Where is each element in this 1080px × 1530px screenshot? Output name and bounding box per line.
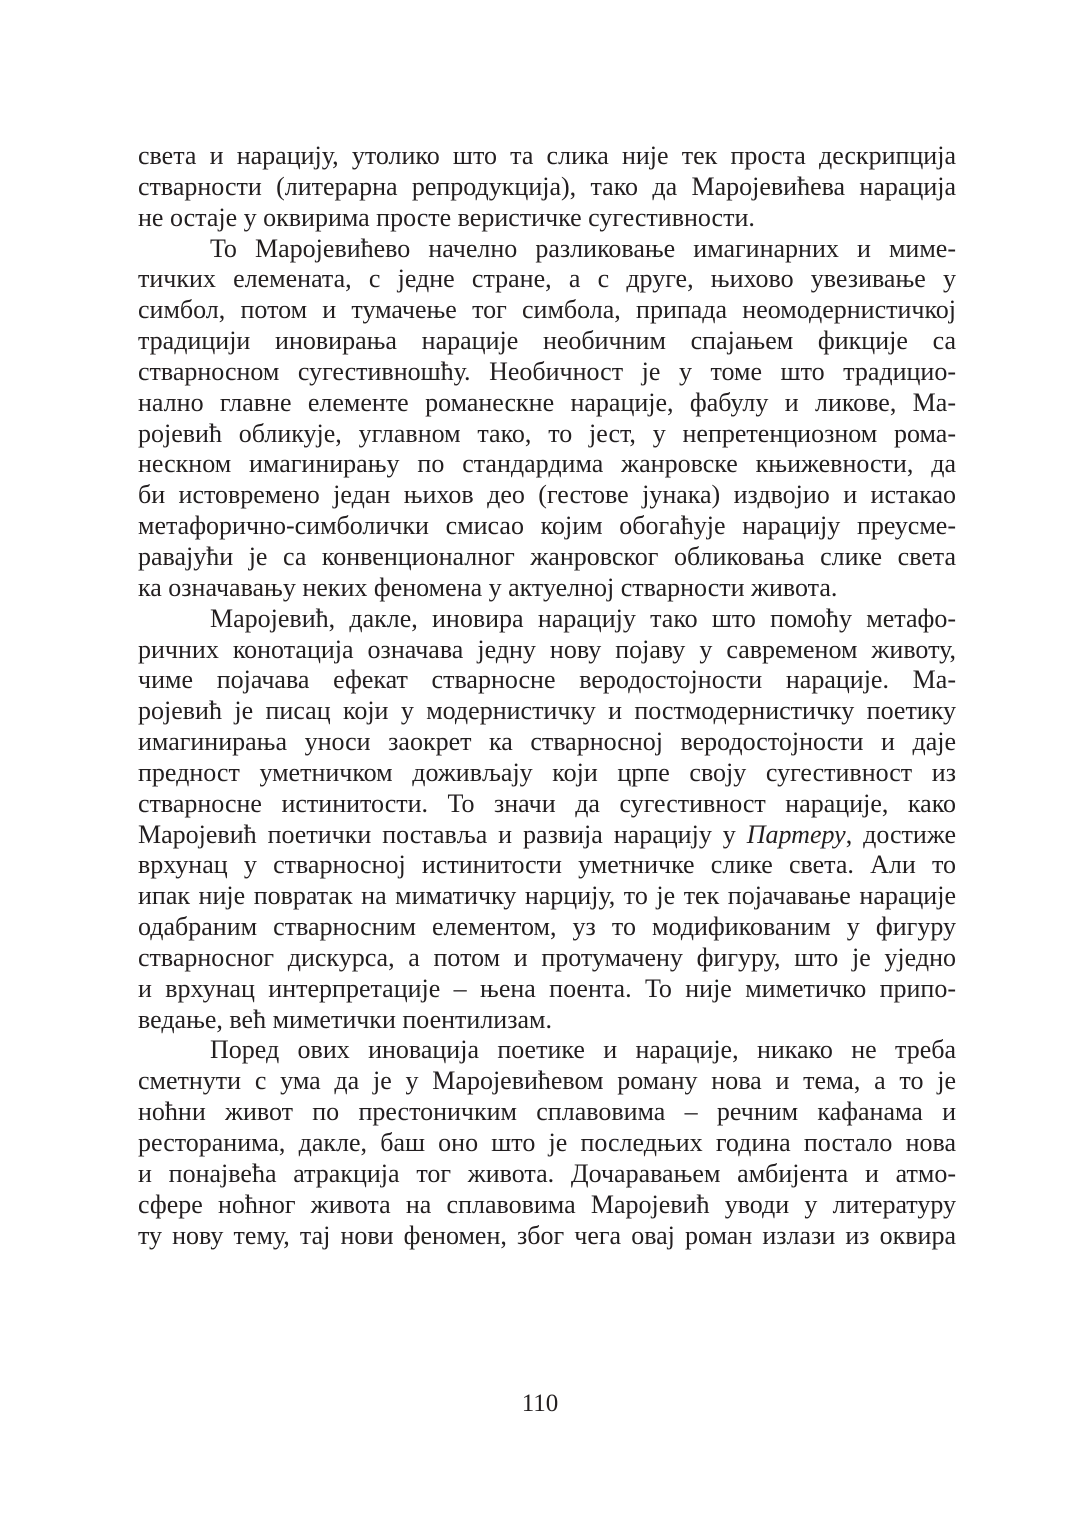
text-segment: сфере ноћног живота на сплавовима Маројевић уводи у литературу <box>138 1189 956 1219</box>
text-line <box>138 1097 956 1128</box>
text-segment: ројевић је писац који у модернистичку и постмодернистичку поетику <box>138 696 956 726</box>
text-segment: Маројевић, дакле, иновира нарацију тако што помоћу метафо- <box>210 603 956 633</box>
text-line <box>138 511 956 542</box>
text-line <box>138 974 956 1005</box>
text-line <box>138 943 956 974</box>
text-segment: стварносном сугестивношћу. Необичност је у томе што традицио- <box>138 356 956 386</box>
text-line <box>138 480 956 511</box>
text-line <box>138 665 956 696</box>
text-line <box>138 758 956 789</box>
text-segment: стварности (литерарна репродукција), тако да Маројевићева нарација <box>138 171 956 201</box>
text-line <box>138 573 956 604</box>
text-line <box>138 264 956 295</box>
body-text <box>138 141 956 1251</box>
text-line <box>138 727 956 758</box>
text-segment: традицији иновирања нарације необичним спајањем фикције са <box>138 326 956 356</box>
text-segment: ту нову тему, тај нови феномен, због чега овај роман излази из оквира <box>138 1220 956 1250</box>
text-line <box>138 604 956 635</box>
text-line <box>138 1035 956 1066</box>
paragraph <box>138 1035 956 1251</box>
text-segment: и врхунац интерпретације – њена поента. То није миметичко припо- <box>138 973 956 1003</box>
text-line <box>138 172 956 203</box>
text-segment: ричних конотација означава једну нову појаву у савременом животу, <box>138 634 956 664</box>
text-line <box>138 912 956 943</box>
text-segment: и понајвећа атракција тог живота. Дочаравањем амбијента и атмо- <box>138 1158 956 1188</box>
text-line <box>138 635 956 666</box>
text-segment: ка означавању неких феномена у актуелној стварности живота. <box>138 572 838 602</box>
text-line <box>138 326 956 357</box>
text-segment: предност уметничком доживљају који црпе своју сугестивност из <box>138 757 956 787</box>
text-segment: врхунац у стварносној истинитости уметничке слике света. Али то <box>138 850 956 880</box>
text-line <box>138 1005 956 1036</box>
text-line <box>138 388 956 419</box>
text-segment: симбол, потом и тумачење тог симбола, припада неомодернистичкој <box>138 295 956 325</box>
text-segment: нално главне елементе романескне нарације, фабулу и ликове, Ма- <box>138 387 956 417</box>
text-segment: тичких елемената, с једне стране, а с друге, њихово увезивање у <box>138 264 956 294</box>
text-segment: имагинирања уноси заокрет ка стварносној веродостојности и даје <box>138 727 956 757</box>
text-line <box>138 1190 956 1221</box>
text-segment: одабраним стварносним елементом, уз то модификованим у фигуру <box>138 912 956 942</box>
text-segment: Маројевић поетички поставља и развија нарацију у <box>138 819 747 849</box>
text-segment: Поред ових иновација поетике и нарације, никако не треба <box>210 1035 956 1065</box>
text-segment: ресторанима, дакле, баш оно што је последњих година постало нова <box>138 1128 956 1157</box>
text-segment: метафорично-симболички смисао којим обогаћује нарацију преусме- <box>138 511 956 541</box>
paragraph <box>138 141 956 234</box>
text-segment: би истовремено један њихов део (гестове јунака) издвојио и истакао <box>138 480 956 510</box>
text-segment: ројевић обликује, углавном тако, то јест, у непретенциозном рома- <box>138 418 956 448</box>
text-line <box>138 1128 956 1159</box>
paragraph <box>138 604 956 1036</box>
text-line <box>138 295 956 326</box>
text-line <box>138 141 956 172</box>
text-segment: ведање, већ миметички поентилизам. <box>138 1004 552 1034</box>
text-line <box>138 542 956 573</box>
text-segment: То Маројевићево начелно разликовање имагинарних и миме- <box>210 233 956 263</box>
page-number: 110 <box>521 1390 559 1417</box>
text-line <box>138 449 956 480</box>
text-line <box>138 203 956 234</box>
text-line <box>138 789 956 820</box>
italic-title-reference: Партеру <box>746 819 846 849</box>
text-segment: света и нарацију, утолико што та слика није тек проста дескрипција <box>138 141 956 170</box>
text-line <box>138 696 956 727</box>
text-segment: ипак није повратак на миматичку нарцију, то је тек појачавање нарације <box>138 881 956 911</box>
text-line <box>138 419 956 450</box>
text-segment: нескном имагинирању по стандардима жанровске књижевности, да <box>138 449 956 479</box>
text-line <box>138 1066 956 1097</box>
text-line <box>138 234 956 265</box>
text-segment: чиме појачава ефекат стварносне веродостојности нарације. Ма- <box>138 665 956 695</box>
text-segment: ноћни живот по престоничким сплавовима – речним кафанама и <box>138 1097 956 1127</box>
text-segment: , достиже <box>845 819 956 849</box>
paragraph <box>138 234 956 604</box>
text-segment: сметнути с ума да је у Маројевићевом роману нова и тема, а то је <box>138 1066 956 1096</box>
text-line <box>138 357 956 388</box>
text-segment: равајући је са конвенционалног жанровског обликовања слике света <box>138 541 956 571</box>
text-line <box>138 1221 956 1252</box>
text-segment: стварносног дискурса, а потом и протумачену фигуру, што је уједно <box>138 942 956 972</box>
text-line <box>138 850 956 881</box>
text-segment: не остаје у оквирима просте веристичке сугестивности. <box>138 202 755 232</box>
text-segment: стварносне истинитости. То значи да сугестивност нарације, како <box>138 788 956 818</box>
text-line <box>138 881 956 912</box>
text-line <box>138 1159 956 1190</box>
text-line <box>138 820 956 851</box>
